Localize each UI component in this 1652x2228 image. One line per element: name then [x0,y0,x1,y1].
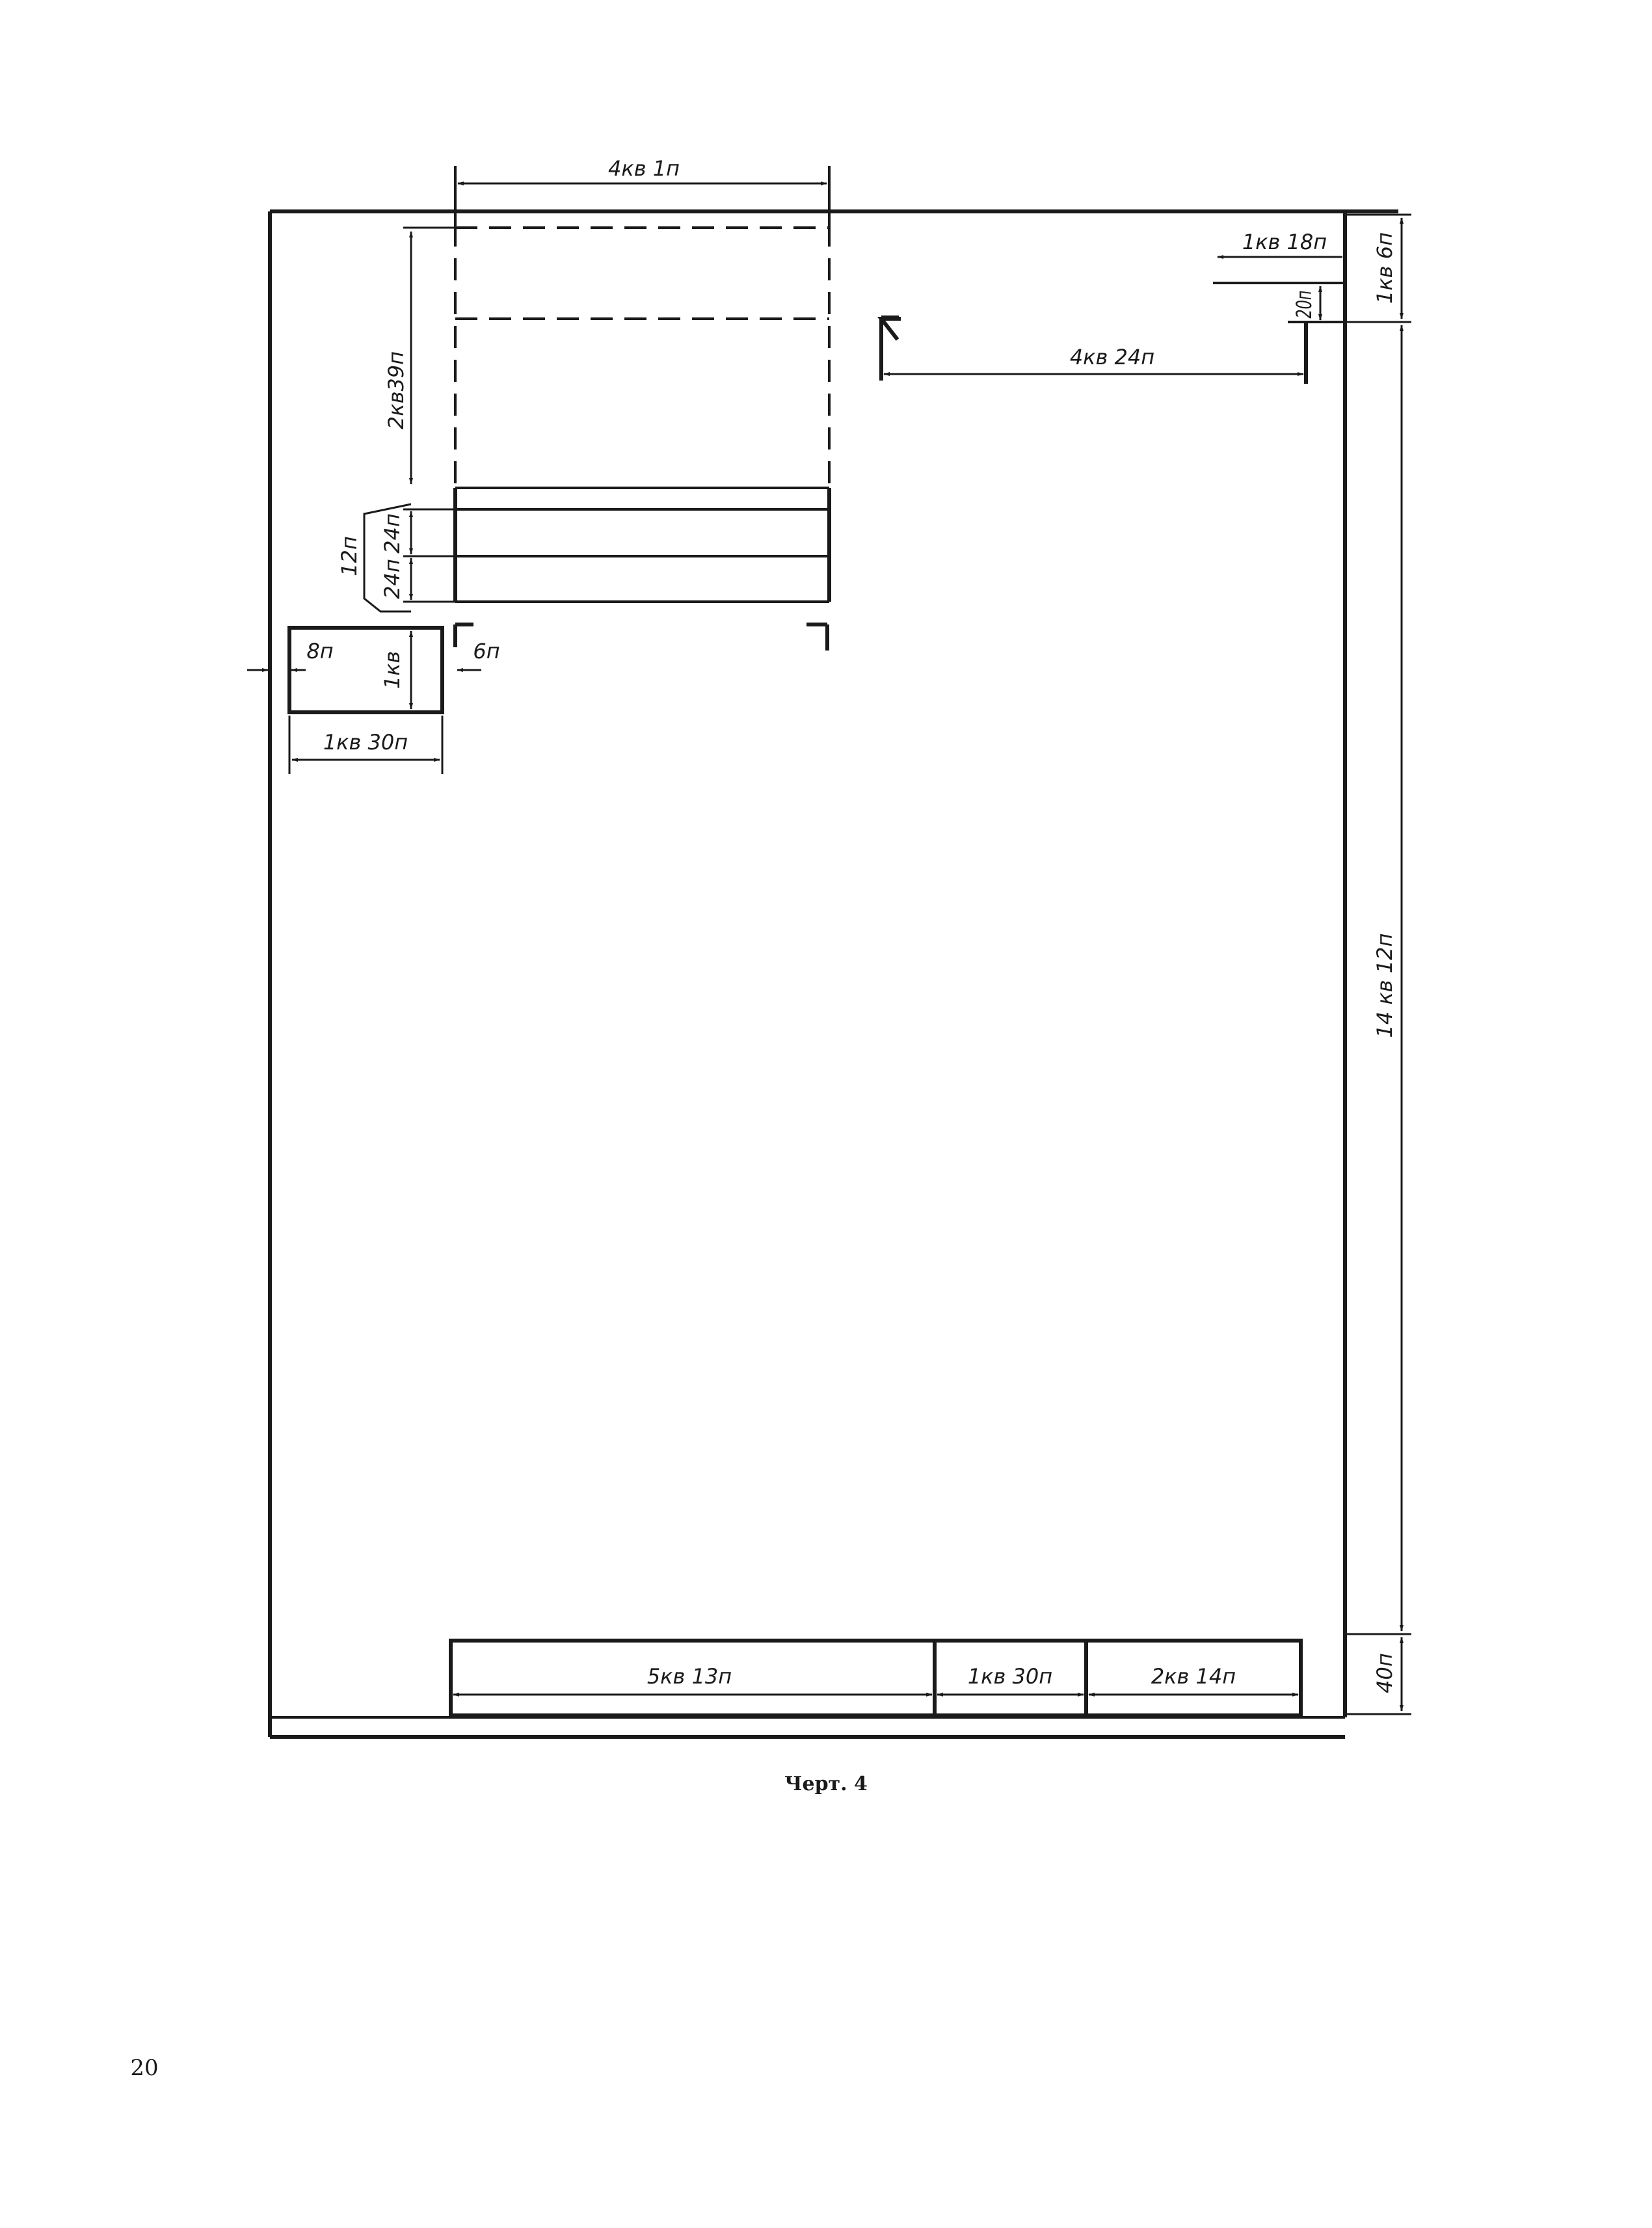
top-dashed-block [455,224,829,488]
page-frame [270,211,1398,1737]
left-height-label: 2кв39п [384,351,408,430]
gap-6-label: 6п [473,639,500,664]
right-offset-label: 4кв 24п [1069,345,1155,369]
row-a-label: 24п [380,513,405,554]
block-height-label: 1кв [380,651,405,690]
footer-c-label: 2кв 14п [1151,1664,1236,1689]
top-width-label: 4кв 1п [608,156,680,181]
bracket-label: 12п [337,536,362,576]
block-width-label: 1кв 30п [323,730,408,755]
right-height-label: 14 кв 12п [1372,933,1397,1038]
right-top-height-label: 1кв 6п [1372,232,1397,304]
row-b-label: 24п [380,559,405,599]
heading-block [455,488,829,602]
left-margin-label: 8п [306,639,334,664]
figure-caption: Черт. 4 [784,1773,868,1795]
gap-small-label: 20п [1291,290,1317,319]
page-number: 20 [130,2055,159,2081]
right-top-small-label: 1кв 18п [1242,230,1327,254]
footer-a-label: 5кв 13п [646,1664,732,1689]
footer-b-label: 1кв 30п [967,1664,1053,1689]
row-dims [364,504,455,611]
footer-height-label: 40п [1372,1653,1397,1693]
